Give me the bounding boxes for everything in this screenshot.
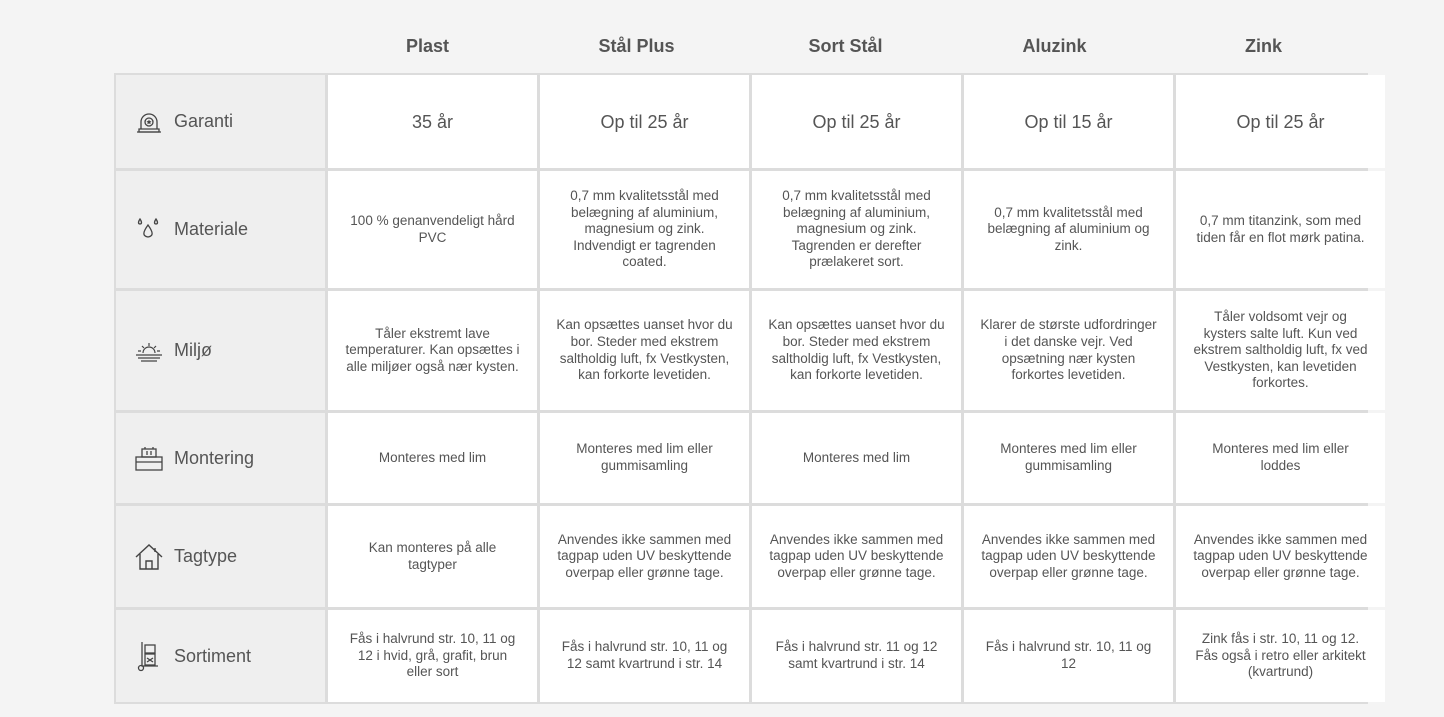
cell-miljo-plast: Tåler ekstremt lave temperaturer. Kan opsættes i alle miljøer også nær kysten.: [328, 291, 537, 410]
column-header-zink: Zink: [1244, 36, 1282, 56]
cell-garanti-zink: Op til 25 år: [1176, 75, 1385, 168]
cell-garanti-stal-plus: Op til 25 år: [540, 75, 749, 168]
row-label-tagtype: [116, 506, 325, 607]
row-label-miljo: [116, 291, 325, 410]
cell-materiale-stal-plus: 0,7 mm kvalitetsstål med belægning af aluminium, magnesium og zink. Indvendigt er tagrenden coated.: [540, 171, 749, 288]
cell-tagtype-plast: Kan monteres på alle tagtyper: [328, 506, 537, 607]
row-label-garanti: [116, 75, 325, 168]
cell-garanti-sort-stal: Op til 25 år: [752, 75, 961, 168]
cell-montering-plast: Monteres med lim: [328, 413, 537, 503]
cell-miljo-sort-stal: Kan opsættes uanset hvor du bor. Steder med ekstrem saltholdig luft, fx Vestkysten, kan forkorte levetiden.: [752, 291, 961, 410]
cell-sortiment-aluzink: Fås i halvrund str. 10, 11 og 12: [964, 610, 1173, 702]
column-header-aluzink: Aluzink: [1022, 36, 1087, 56]
row-label-text: Montering: [174, 447, 255, 468]
comparison-table: [114, 73, 1368, 704]
toolbox-icon: [134, 441, 164, 475]
cell-montering-sort-stal: Monteres med lim: [752, 413, 961, 503]
cell-miljo-stal-plus: Kan opsættes uanset hvor du bor. Steder med ekstrem saltholdig luft, fx Vestkysten, kan forkorte levetiden.: [540, 291, 749, 410]
cell-montering-zink: Monteres med lim eller loddes: [1176, 413, 1385, 503]
row-label-text: Miljø: [174, 340, 212, 360]
cell-sortiment-plast: Fås i halvrund str. 10, 11 og 12 i hvid, grå, grafit, brun eller sort: [328, 610, 537, 702]
environment-sun-icon: [134, 334, 164, 368]
cell-sortiment-sort-stal: Fås i halvrund str. 11 og 12 samt kvartrund i str. 14: [752, 610, 961, 702]
row-label-sortiment: [116, 610, 325, 702]
cell-miljo-aluzink: Klarer de største udfordringer i det danske vejr. Ved opsætning nær kysten forkortes levetiden.: [964, 291, 1173, 410]
cell-miljo-zink: Tåler voldsomt vejr og kysters salte luft. Kun ved ekstrem saltholdig luft, fx ved Vestkysten, kan levetiden forkortes.: [1176, 291, 1385, 410]
column-header-sort-stal: Sort Stål: [808, 36, 883, 56]
cell-montering-aluzink: Monteres med lim eller gummisamling: [964, 413, 1173, 503]
row-label-text: Garanti: [174, 111, 234, 131]
warranty-icon: [134, 105, 164, 139]
cell-materiale-sort-stal: 0,7 mm kvalitetsstål med belægning af aluminium, magnesium og zink. Tagrenden er derefter prælakeret sort.: [752, 171, 961, 288]
cell-materiale-plast: 100 % genanvendeligt hård PVC: [328, 171, 537, 288]
cell-garanti-aluzink: Op til 15 år: [964, 75, 1173, 168]
cell-tagtype-zink: Anvendes ikke sammen med tagpap uden UV beskyttende overpap eller grønne tage.: [1176, 506, 1385, 607]
row-label-materiale: [116, 171, 325, 288]
row-label-montering: [116, 413, 325, 503]
cell-sortiment-stal-plus: Fås i halvrund str. 10, 11 og 12 samt kvartrund i str. 14: [540, 610, 749, 702]
cell-garanti-plast: 35 år: [328, 75, 537, 168]
column-header-stal-plus: Stål Plus: [598, 36, 675, 56]
column-header-plast: Plast: [405, 36, 450, 56]
row-label-text: Tagtype: [174, 546, 238, 566]
material-drops-icon: [134, 213, 164, 247]
cell-materiale-zink: 0,7 mm titanzink, som med tiden får en flot mørk patina.: [1176, 171, 1385, 288]
cell-tagtype-aluzink: Anvendes ikke sammen med tagpap uden UV beskyttende overpap eller grønne tage.: [964, 506, 1173, 607]
cell-tagtype-sort-stal: Anvendes ikke sammen med tagpap uden UV beskyttende overpap eller grønne tage.: [752, 506, 961, 607]
cell-tagtype-stal-plus: Anvendes ikke sammen med tagpap uden UV beskyttende overpap eller grønne tage.: [540, 506, 749, 607]
cell-sortiment-zink: Zink fås i str. 10, 11 og 12. Fås også i retro eller arkitekt (kvartrund): [1176, 610, 1385, 702]
row-label-text: Sortiment: [174, 645, 252, 666]
column-header-row: [114, 26, 1368, 68]
cell-materiale-aluzink: 0,7 mm kvalitetsstål med belægning af aluminium og zink.: [964, 171, 1173, 288]
cell-montering-stal-plus: Monteres med lim eller gummisamling: [540, 413, 749, 503]
hand-truck-icon: [134, 639, 164, 673]
house-icon: [134, 540, 164, 574]
row-label-text: Materiale: [174, 219, 249, 239]
